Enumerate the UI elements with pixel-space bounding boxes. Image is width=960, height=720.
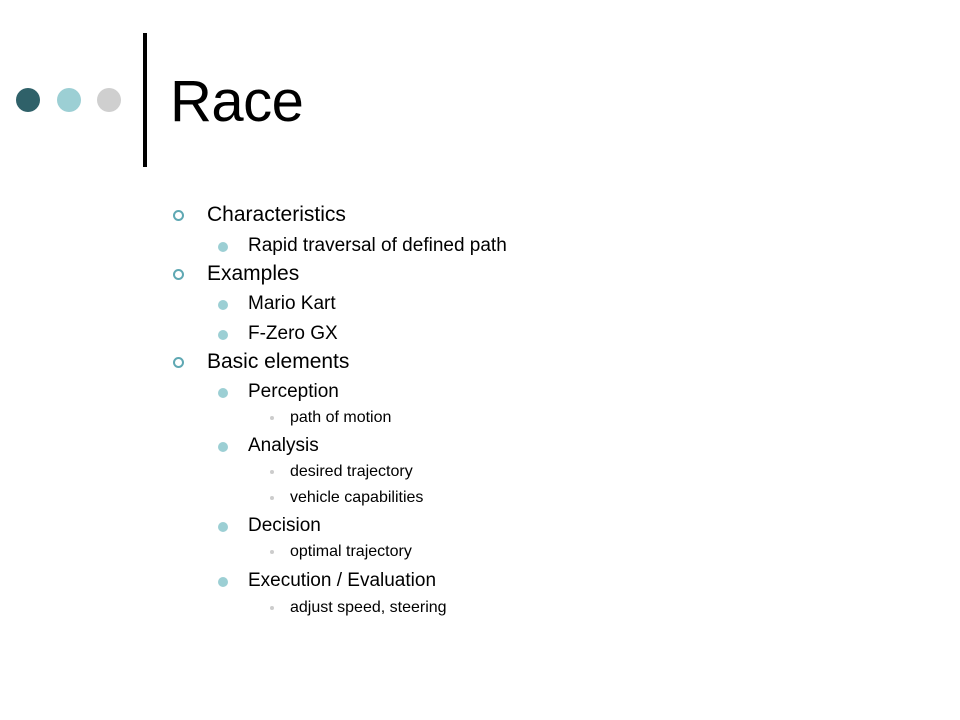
- sub-bullet-item: [248, 380, 339, 404]
- sub-sub-bullet-item: [290, 408, 391, 428]
- sub-sub-bullet-text: vehicle capabilities: [290, 489, 424, 506]
- ring-bullet-icon: [173, 357, 184, 368]
- small-dot-bullet-icon: [270, 550, 274, 554]
- small-dot-bullet-icon: [270, 416, 274, 420]
- sub-sub-bullet-item: [290, 542, 412, 562]
- dot-bullet-icon: [218, 577, 228, 587]
- sub-bullet-item: [248, 234, 507, 258]
- sub-bullet-text: Analysis: [248, 435, 319, 456]
- ring-bullet-icon: [173, 269, 184, 280]
- small-dot-bullet-icon: [270, 470, 274, 474]
- bullet-text: Basic elements: [207, 350, 350, 373]
- sub-bullet-item: [248, 434, 319, 458]
- sub-sub-bullet-item: [290, 598, 447, 618]
- bullet-item: [207, 349, 349, 375]
- sub-bullet-text: F-Zero GX: [248, 323, 338, 344]
- sub-sub-bullet-item: [290, 462, 413, 482]
- sub-sub-bullet-text: optimal trajectory: [290, 543, 412, 560]
- sub-bullet-item: [248, 569, 436, 593]
- sub-bullet-text: Execution / Evaluation: [248, 570, 437, 591]
- dot-bullet-icon: [218, 442, 228, 452]
- sub-bullet-item: [248, 322, 338, 346]
- dot-bullet-icon: [218, 300, 228, 310]
- slide-title: Race: [170, 69, 304, 134]
- small-dot-bullet-icon: [270, 496, 274, 500]
- bullet-text: Characteristics: [207, 203, 346, 226]
- dot-bullet-icon: [218, 388, 228, 398]
- ring-bullet-icon: [173, 210, 184, 221]
- sub-bullet-item: [248, 292, 336, 316]
- sub-bullet-text: Rapid traversal of defined path: [248, 235, 507, 256]
- bullet-item: [207, 261, 299, 287]
- sub-sub-bullet-text: desired trajectory: [290, 463, 413, 480]
- sub-bullet-text: Perception: [248, 381, 339, 402]
- sub-bullet-item: [248, 514, 321, 538]
- sub-sub-bullet-text: path of motion: [290, 409, 392, 426]
- sub-sub-bullet-item: [290, 488, 423, 508]
- dot-bullet-icon: [218, 330, 228, 340]
- bullet-text: Examples: [207, 262, 300, 285]
- small-dot-bullet-icon: [270, 606, 274, 610]
- bullet-item: [207, 202, 346, 228]
- sub-bullet-text: Decision: [248, 515, 321, 536]
- dot-bullet-icon: [218, 242, 228, 252]
- dot-bullet-icon: [218, 522, 228, 532]
- sub-bullet-text: Mario Kart: [248, 293, 336, 314]
- sub-sub-bullet-text: adjust speed, steering: [290, 599, 447, 616]
